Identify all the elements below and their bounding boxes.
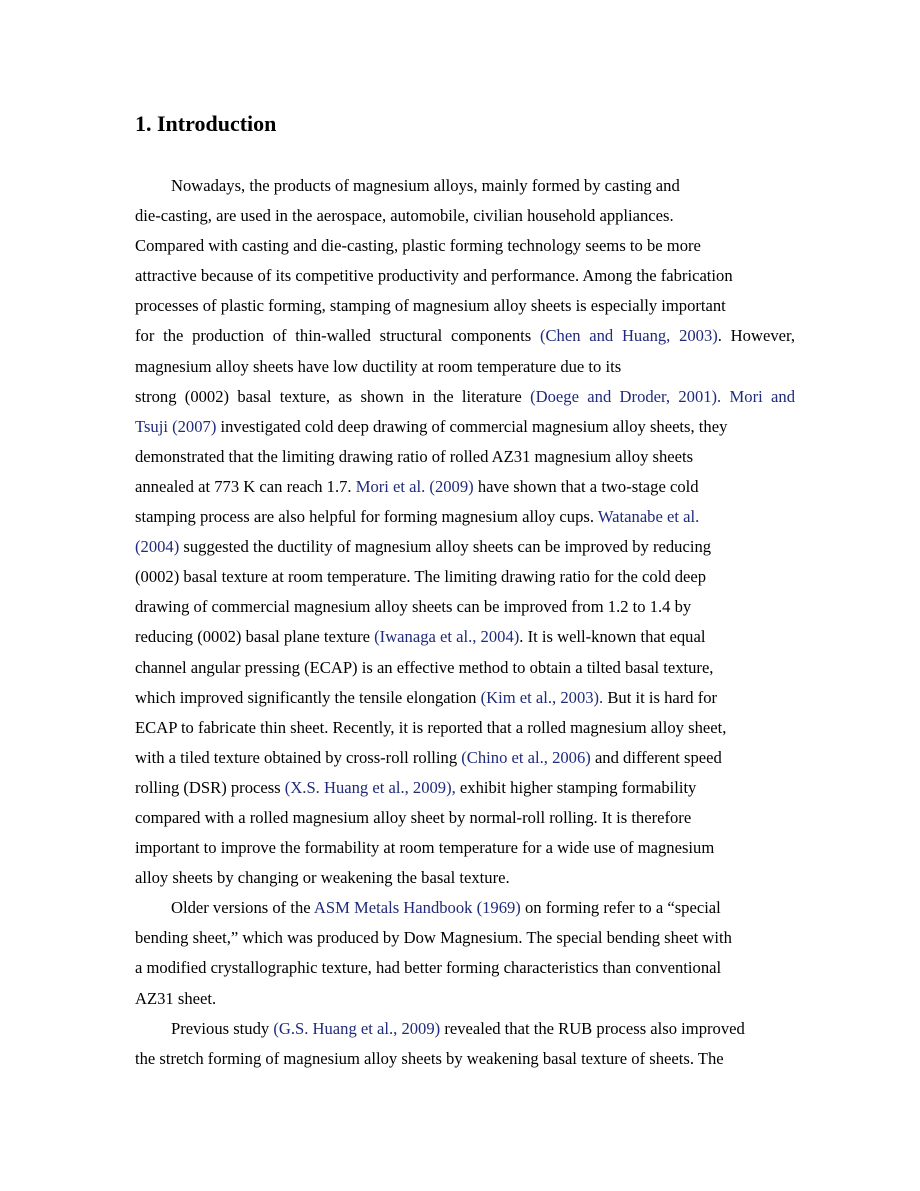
text-line — [135, 653, 795, 683]
text-run: stamping process are also helpful for forming magnesium alloy cups. — [135, 507, 598, 527]
text-run: with a tiled texture obtained by cross-roll rolling — [135, 747, 462, 767]
text-run: exhibit higher stamping formability — [455, 777, 697, 797]
text-run: strong (0002) basal texture, as shown in the literature — [135, 386, 531, 406]
citation-link[interactable]: Mori et al. (2009) — [355, 476, 474, 496]
text-line — [135, 592, 795, 622]
text-line — [135, 382, 795, 412]
text-run: for the production of thin-walled structural components — [135, 326, 540, 346]
text-run: Nowadays, the products of magnesium alloys, mainly formed by casting and — [171, 176, 680, 195]
section-heading: 1. Introduction — [135, 111, 277, 136]
text-line — [135, 923, 795, 953]
text-line — [135, 893, 795, 923]
citation-link[interactable]: ASM Metals Handbook (1969) — [313, 898, 521, 918]
text-run: (0002) basal texture at room temperature. The limiting drawing ratio for the cold deep — [135, 567, 707, 587]
text-run: bending sheet,” which was produced by Dow Magnesium. The special bending sheet with — [135, 928, 732, 948]
text-run: drawing of commercial magnesium alloy sheets can be improved from 1.2 to 1.4 by — [135, 597, 692, 617]
text-line — [135, 833, 795, 863]
text-run: annealed at 773 K can reach 1.7. — [135, 476, 356, 496]
text-line — [135, 291, 795, 321]
text-run: have shown that a two-stage cold — [473, 476, 699, 496]
text-run: investigated cold deep drawing of commercial magnesium alloy sheets, they — [216, 416, 728, 436]
text-line — [135, 201, 795, 231]
text-line — [135, 472, 795, 502]
text-run: AZ31 sheet. — [135, 988, 217, 1008]
text-line — [135, 863, 795, 893]
citation-link[interactable]: Tsuji (2007) — [135, 416, 217, 436]
citation-link[interactable]: (Doege and Droder, 2001). Mori and — [530, 386, 795, 406]
text-run: a modified crystallographic texture, had better forming characteristics than conventional — [135, 958, 722, 978]
citation-link[interactable]: (Iwanaga et al., 2004) — [374, 627, 520, 647]
citation-link[interactable]: (Chen and Huang, 2003) — [539, 326, 718, 346]
text-run: . It is well-known that equal — [519, 627, 706, 647]
citation-link[interactable]: Watanabe et al. — [597, 507, 700, 527]
text-line — [135, 622, 795, 652]
text-run: Compared with casting and die-casting, plastic forming technology seems to be more — [135, 236, 701, 256]
text-run: ECAP to fabricate thin sheet. Recently, it is reported that a rolled magnesium alloy sheet, — [135, 717, 727, 737]
text-line — [135, 231, 795, 261]
text-run: demonstrated that the limiting drawing ratio of rolled AZ31 magnesium alloy sheets — [135, 446, 694, 466]
citation-link[interactable]: (Kim et al., 2003). — [480, 687, 604, 707]
citation-link[interactable]: (G.S. Huang et al., 2009) — [273, 1018, 441, 1038]
text-line — [135, 562, 795, 592]
text-line — [135, 412, 795, 442]
text-line — [135, 803, 795, 833]
text-line — [135, 683, 795, 713]
text-line — [135, 984, 795, 1014]
text-line — [135, 773, 795, 803]
text-line — [135, 953, 795, 983]
text-run: channel angular pressing (ECAP) is an effective method to obtain a tilted basal texture, — [135, 657, 714, 677]
introduction-body — [135, 171, 795, 1074]
text-line — [135, 171, 795, 201]
text-run: . However, — [717, 326, 795, 346]
text-line — [135, 743, 795, 773]
text-line — [135, 352, 795, 382]
text-run: revealed that the RUB process also improved — [440, 1018, 745, 1038]
text-run: compared with a rolled magnesium alloy sheet by normal-roll rolling. It is therefore — [135, 807, 692, 827]
text-run: Previous study — [171, 1018, 274, 1038]
citation-link[interactable]: (X.S. Huang et al., 2009), — [284, 777, 456, 797]
citation-link[interactable]: (Chino et al., 2006) — [461, 747, 591, 767]
text-line — [135, 713, 795, 743]
text-run: Older versions of the — [171, 898, 314, 918]
text-run: die-casting, are used in the aerospace, automobile, civilian household appliances. — [135, 206, 674, 226]
text-line — [135, 1014, 795, 1044]
text-run: which improved significantly the tensile elongation — [135, 687, 481, 707]
text-run: the stretch forming of magnesium alloy sheets by weakening basal texture of sheets. The — [135, 1048, 724, 1068]
text-run: magnesium alloy sheets have low ductility at room temperature due to its — [135, 356, 622, 376]
text-run: rolling (DSR) process — [135, 777, 285, 797]
text-line — [135, 442, 795, 472]
text-line — [135, 532, 795, 562]
text-run: on forming refer to a “special — [520, 898, 721, 918]
text-run: suggested the ductility of magnesium alloy sheets can be improved by reducing — [179, 537, 712, 557]
text-line — [135, 261, 795, 291]
text-run: reducing (0002) basal plane texture — [135, 627, 375, 647]
text-run: processes of plastic forming, stamping of magnesium alloy sheets is especially important — [135, 296, 726, 316]
text-line — [135, 321, 795, 351]
text-run: attractive because of its competitive productivity and performance. Among the fabrication — [135, 266, 733, 286]
text-run: But it is hard for — [603, 687, 718, 707]
text-line — [135, 1044, 795, 1074]
citation-link[interactable]: (2004) — [135, 537, 180, 557]
text-run: important to improve the formability at room temperature for a wide use of magnesium — [135, 838, 715, 858]
text-line — [135, 502, 795, 532]
text-run: alloy sheets by changing or weakening the basal texture. — [135, 868, 510, 888]
text-run: and different speed — [590, 747, 722, 767]
